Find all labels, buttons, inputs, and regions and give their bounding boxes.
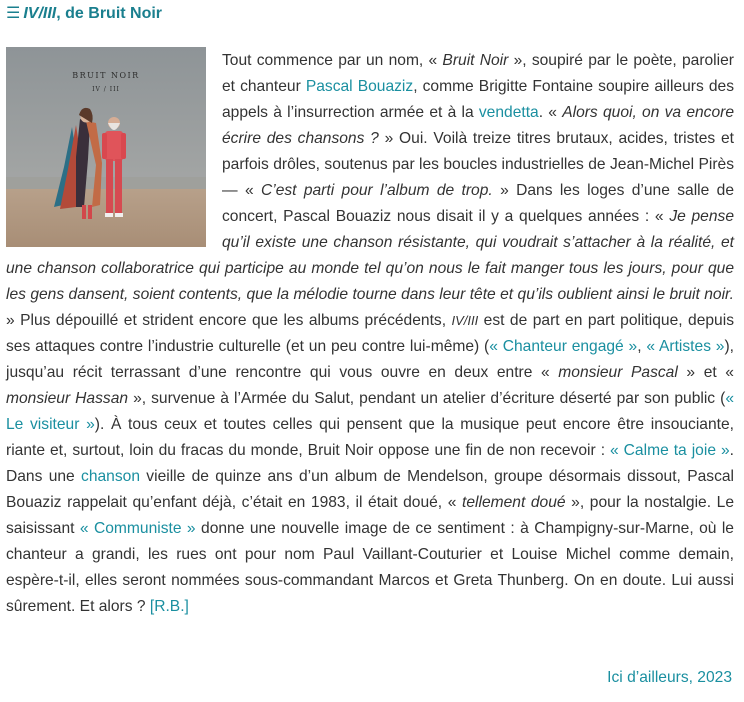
review-paragraph: Tout commence par un nom, « Bruit Noir », soupiré par le poète, parolier et chanteur Pascal Bouaziz, comme Brigitte Fontaine soupire ailleurs des appels à l’insurrection armée et à la vendetta. « Alors quoi, on va encore écrire des chansons ? » Oui. Voilà treize titres brutaux, acides, tristes et parfois drôles, soutenus par les boucles industrielles de Jean-Michel Pirès — « C’est parti pour l’album de trop. » Dans les loges d’une salle de concert, Pascal Bouaziz nous disait il y a quelques années : « Je pense qu’il existe une chanson résistante, qui voudrait s’attacher à la réalité, et une chanson collaboratrice qui participe au monde tel qu’on nous le fait manger tous les jours, pour que les gens dansent, soient contents, que la mélodie tourne dans leur tête et qu’ils oublient ainsi le bruit noir. » Plus dépouillé et strident encore que les albums précédents, IV/III est de part en part politique, depuis ses attaques contre l’industrie culturelle (et un peu contre lui-même) (« Chanteur engagé », « Artistes »), jusqu’au récit terrassant d’une rencontre qui vous ouvre en deux entre « monsieur Pascal » et « monsieur Hassan », survenue à l’Armée du Salut, pendant un atelier d’écriture déserté par son public (« Le visiteur »). À tous ceux et toutes celles qui pensent que la musique peut encore être insouciante, riante et, surtout, loin du fracas du monde, Bruit Noir oppose une fin de non recevoir : « Calme ta joie ». Dans une chanson vieille de quinze ans d’un album de Mendelson, groupe désormais dissout, Pascal Bouaziz rappelait qu’enfant déjà, c’était en 1983, il était doué, « tellement doué », pour la nostalgie. Le saisissant « Communiste » donne une nouvelle image de ce sentiment : à Champigny-sur-Marne, où le chanteur a grandi, les rues ont pour nom Paul Vaillant-Couturier et Louise Michel comme demain, espère-t-il, elles seront nommées sous-commandant Marcos et Greta Thunberg. On en doute. Lui aussi sûrement. Et alors ? [R.B.] (6, 52, 735, 615)
cover-subtitle: IV / III (92, 86, 120, 93)
album-title: IV/III (23, 5, 57, 22)
review-body (6, 48, 734, 620)
link-le-visiteur[interactable]: « Le visiteur » (6, 390, 735, 433)
artist-name: , de Bruit Noir (56, 5, 163, 22)
cover-title: BRUIT NOIR (72, 71, 140, 80)
menu-icon[interactable]: ☰ (6, 5, 21, 22)
link-vendetta[interactable]: vendetta (478, 104, 539, 121)
review-heading (6, 3, 162, 25)
link-calme-ta-joie[interactable]: « Calme ta joie » (610, 442, 730, 459)
link-communiste[interactable]: « Communiste » (79, 520, 196, 537)
link-artistes[interactable]: « Artistes » (646, 338, 725, 355)
link-chanteur-engage[interactable]: « Chanteur engagé » (489, 338, 638, 355)
label-and-year: Ici d’ailleurs, 2023 (607, 669, 732, 686)
link-author-initials[interactable]: [R.B.] (149, 598, 189, 615)
link-pascal-bouaziz[interactable]: Pascal Bouaziz (305, 78, 414, 95)
link-chanson[interactable]: chanson (81, 468, 140, 485)
